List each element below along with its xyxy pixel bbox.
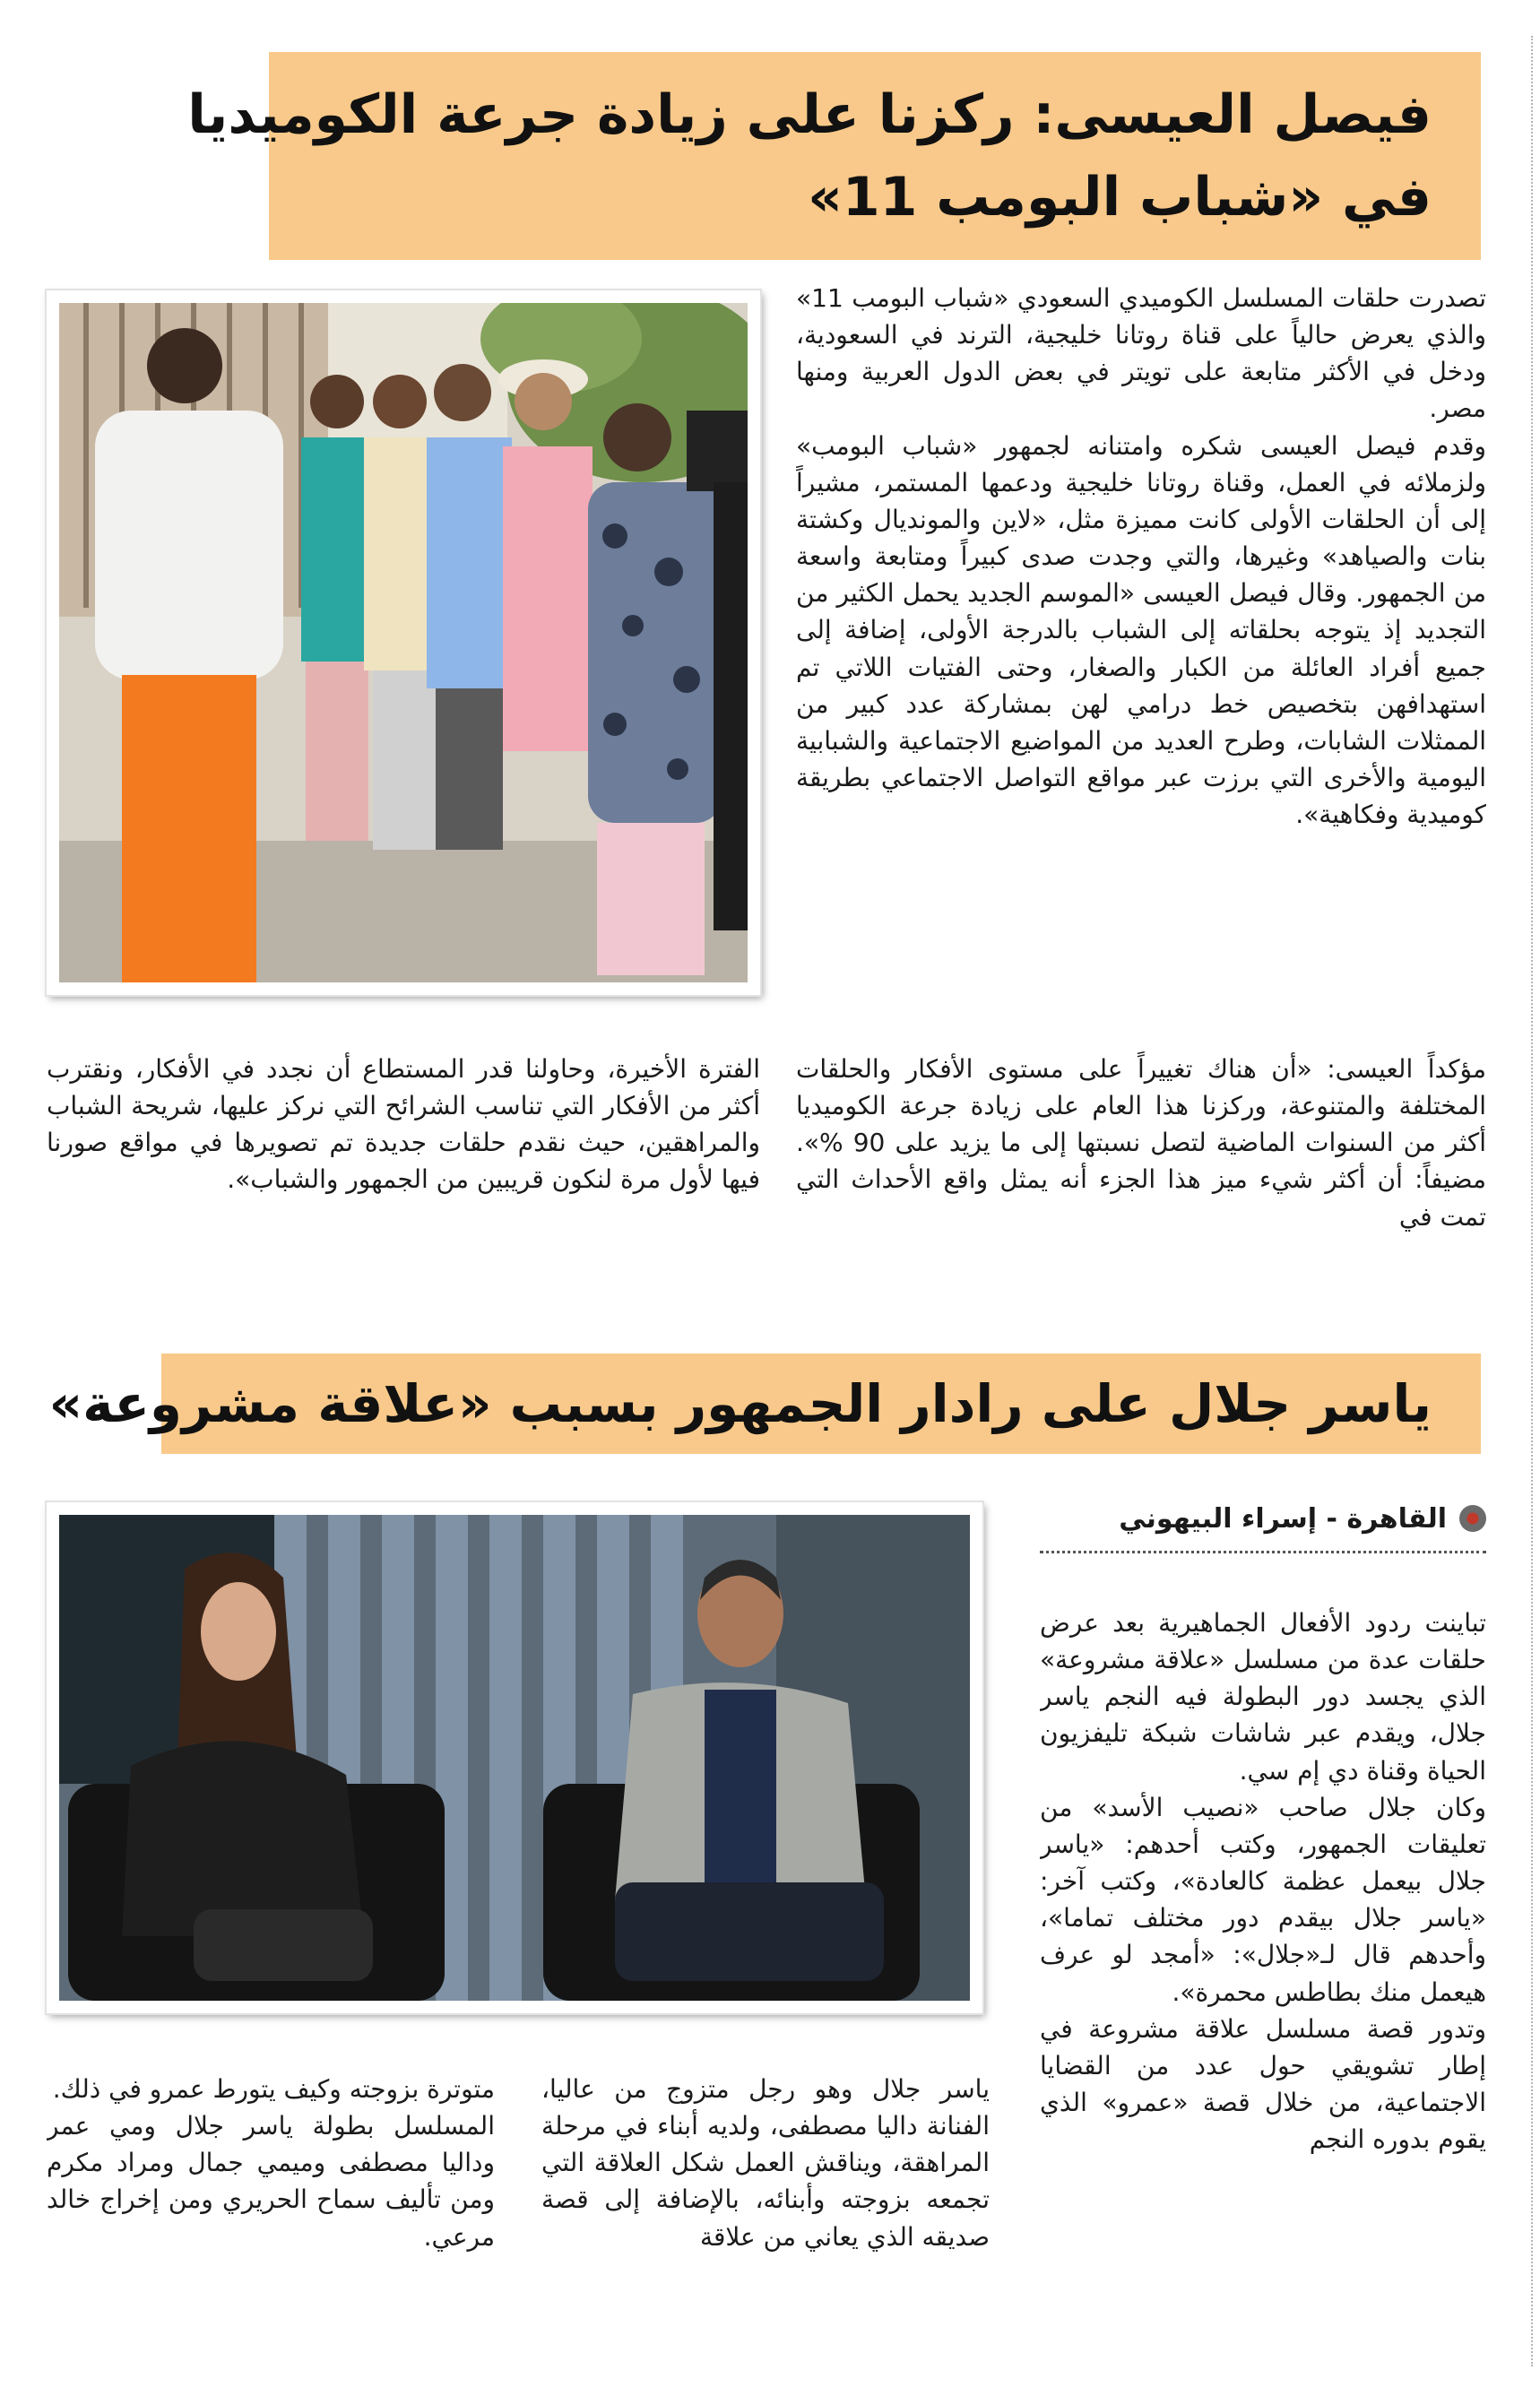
article2-paragraph-1: تباينت ردود الأفعال الجماهيرية بعد عرض حلقات عدة من مسلسل «علاقة مشروعة» الذي يجسد دور البطولة فيه النجم ياسر جلال، ويقدم عبر شاشات شبكة تليفزيون الحياة وقناة دي إم سي.: [1040, 1608, 1486, 1786]
article2-byline-rule: [1040, 1551, 1486, 1553]
article1-paragraph-1: تصدرت حلقات المسلسل الكوميدي السعودي «شباب البومب 11» والذي يعرض حالياً على قناة روتانا خليجية، الترند في السعودية، ودخل في الأكثر متابعة على تويتر في بعض الدول العربية ومنها مصر.: [796, 283, 1486, 424]
article2-paragraph-5: متوترة بزوجته وكيف يتورط عمرو في ذلك.: [52, 2074, 495, 2104]
article1-paragraph-3: مؤكداً العيسى: «أن هناك تغييراً على مستوى الأفكار والحلقات المختلفة والمتنوعة، وركزنا هذا العام على زيادة جرعة الكوميديا أكثر من السنوات الماضية لتصل نسبتها إلى ما يزيد على 90 %». مضيفاً: أن أكثر شيء ميز هذا الجزء أنه يمثل واقع الأحداث التي تمت في: [796, 1054, 1486, 1232]
article1-photo: [47, 290, 760, 995]
cast-group-photo: [59, 303, 748, 982]
article2-paragraph-2: وكان جلال صاحب «نصيب الأسد» من تعليقات الجمهور، وكتب أحدهم: «ياسر جلال بيعمل عظمة كالعادة»، وكتب آخر: «ياسر جلال بيقدم دور مختلف تماما»، وأحدهم قال لـ«جلال»: «أمجد لو عرف هيعمل منك بطاطس محمرة».: [1040, 1792, 1486, 2007]
series-scene-photo: [59, 1515, 970, 2001]
article2-column-right: [1040, 1605, 1486, 2383]
article1-column-right-top: [796, 280, 1486, 1048]
article2-headline: ياسر جلال على رادار الجمهور بسبب «علاقة مشروعة»: [48, 1373, 1432, 1434]
article2-paragraph-4: ياسر جلال وهو رجل متزوج من عاليا، الفنانة داليا مصطفى، ولديه أبناء في مرحلة المراهقة، ويناقش العمل شكل العلاقة التي تجمعه بزوجته وأبنائه، بالإضافة إلى قصة صديقه الذي يعاني من علاقة: [541, 2074, 990, 2252]
article2-photo: [47, 1502, 982, 2013]
article2-headline-box: [48, 1354, 1481, 1454]
byline-bullet-icon: [1459, 1505, 1486, 1532]
article2-column-left: [47, 2071, 495, 2383]
article1-column-right-bottom: [796, 1051, 1486, 1273]
article2-paragraph-3: وتدور قصة مسلسل علاقة مشروعة في إطار تشويقي حول عدد من القضايا الاجتماعية، من خلال قصة «عمرو» الذي يقوم بدوره النجم: [1040, 2013, 1486, 2155]
article1-headline-line2: في «شباب البومب 11»: [808, 166, 1432, 229]
article1-headline-box: [187, 52, 1481, 260]
article1-paragraph-2: وقدم فيصل العيسى شكره وامتنانه لجمهور «شباب البومب» ولزملائه في العمل، وقناة روتانا خليجية ودعمها المستمر، مشيراً إلى أن الحلقات الأولى كانت مميزة مثل، «لاين والمونديال وكشتة بنات والصياهد» وغيرها، والتي وجدت صدى كبيراً ومتابعة واسعة من الجمهور. وقال فيصل العيسى «الموسم الجديد يحمل الكثير من التجديد إذ يتوجه بحلقاته إلى الشباب بالدرجة الأولى، إضافة إلى جميع أفراد العائلة من الكبار والصغار، وحتى الفتيات اللاتي تم استهدافهن بتخصيص خط درامي لهن بمشاركة عدد كبير من الممثلات الشابات، وطرح العديد من المواضيع الاجتماعية والشبابية اليومية والأخرى التي برزت عبر مواقع التواصل الاجتماعي بطريقة كوميدية وفكاهية».: [796, 430, 1486, 830]
article2-column-middle: [541, 2071, 990, 2383]
page-edge-rule: [1531, 36, 1533, 2366]
article1-paragraph-4: الفترة الأخيرة، وحاولنا قدر المستطاع أن نجدد في الأفكار، ونقترب أكثر من الأفكار التي تناسب الشرائح التي نركز عليها، شريحة الشباب والمراهقين، حيث نقدم حلقات جديدة تم تصويرها في مواقع صورنا فيها لأول مرة لنكون قريبين من الجمهور والشباب».: [47, 1054, 760, 1195]
article2-paragraph-6: المسلسل بطولة ياسر جلال ومي عمر وداليا مصطفى وميمي جمال ومراد مكرم ومن تأليف سماح الحريري ومن إخراج خالد مرعي.: [47, 2111, 495, 2252]
article1-column-left-bottom: [47, 1051, 760, 1273]
article2-byline-text: القاهرة - إسراء البيهوني: [1119, 1502, 1447, 1535]
article1-headline-line1: فيصل العيسى: ركزنا على زيادة جرعة الكوميديا: [187, 83, 1432, 146]
article2-byline: [1040, 1499, 1486, 1538]
